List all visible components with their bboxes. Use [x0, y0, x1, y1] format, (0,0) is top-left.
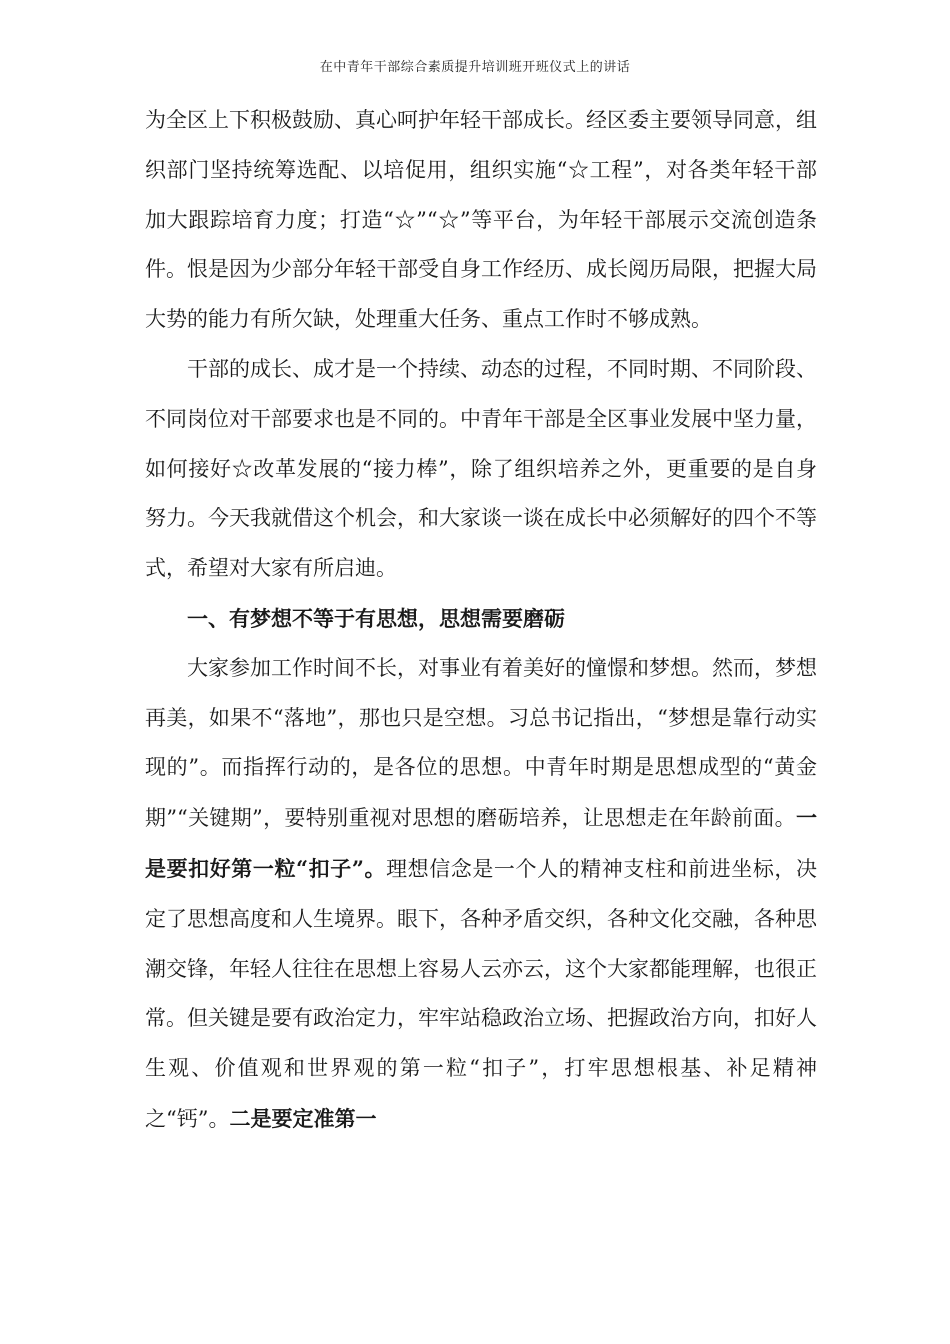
paragraph-2: 干部的成长、成才是一个持续、动态的过程，不同时期、不同阶段、不同岗位对干部要求也是不同的。中青年干部是全区事业发展中坚力量，如何接好☆改革发展的“接力棒”，除了组织培养之外，更重要的是自身努力。今天我就借这个机会，和大家谈一谈在成长中必须解好的四个不等式，希望对大家有所启迪。	[145, 356, 817, 581]
paragraph-1: 为全区上下积极鼓励、真心呵护年轻干部成长。经区委主要领导同意，组织部门坚持统筹选配、以培促用，组织实施“☆工程”，对各类年轻干部加大跟踪培育力度；打造“☆”“☆”等平台，为年轻干部展示交流创造条件。恨是因为少部分年轻干部受自身工作经历、成长阅历局限，把握大局大势的能力有所欠缺，处理重大任务、重点工作时不够成熟。	[145, 108, 817, 332]
section-heading-1: 一、有梦想不等于有思想，思想需要磨砺	[187, 605, 565, 631]
document-body	[145, 96, 817, 1145]
paragraph-3-bold-point-1: 一是要扣好第一粒“扣子”。	[145, 805, 817, 881]
paragraph-3-text-c: 理想信念是一个人的精神支柱和前进坐标，决定了思想高度和人生境界。眼下，各种矛盾交织，各种文化交融，各种思潮交锋，年轻人往往在思想上容易人云亦云，这个大家都能理解，也很正常。但关键是要有政治定力，牢牢站稳政治立场、把握政治方向，扣好人生观、价值观和世界观的第一粒“扣子”，打牢思想根基、补足精神之“钙”。	[145, 856, 817, 1131]
page-header: 在中青年干部综合素质提升培训班开班仪式上的讲话	[319, 60, 631, 75]
paragraph-3	[145, 644, 817, 1145]
paragraph-3-text-a: 大家参加工作时间不长，对事业有着美好的憧憬和梦想。然而，梦想再美，如果不“落地”，那也只是空想。习总书记指出，“梦想是靠行动实现的”。而指挥行动的，是各位的思想。中青年时期是思想成型的“黄金期”“关键期”，要特别重视对思想的磨砺培养，让思想走在年龄前面。	[145, 655, 817, 831]
paragraph-3-bold-point-2: 二是要定准第一	[229, 1105, 377, 1131]
